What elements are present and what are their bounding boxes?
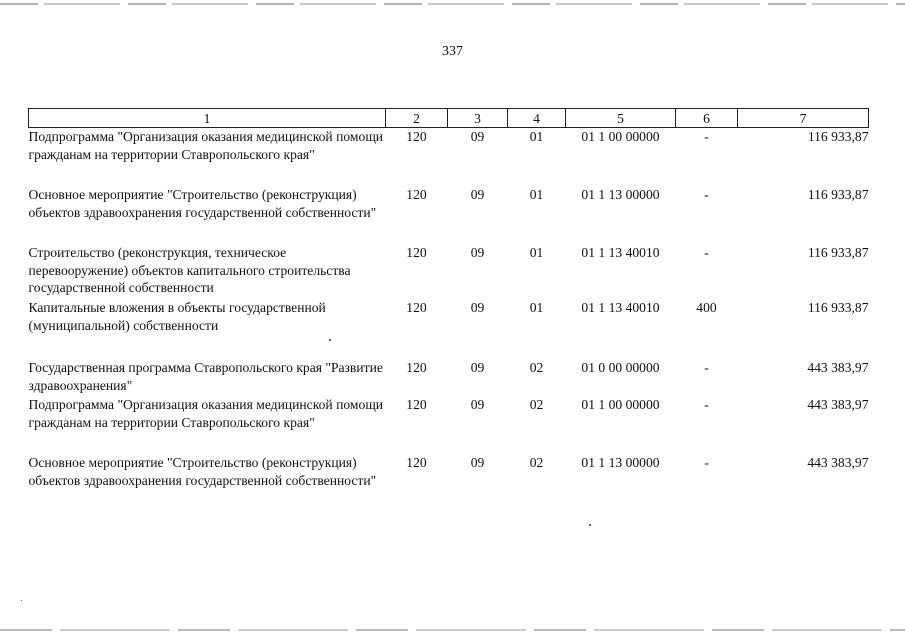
row-ministry: 120 bbox=[406, 245, 427, 260]
row-section: 09 bbox=[470, 129, 485, 144]
row-name: Капитальные вложения в объекты государственной (муниципальной) собственности bbox=[28, 300, 326, 333]
table-row bbox=[29, 128, 869, 187]
row-name: Подпрограмма "Организация оказания медицинской помощи гражданам на территории Ставропольского края" bbox=[28, 397, 384, 430]
row-amount: 443 383,97 bbox=[807, 360, 869, 375]
row-amount: 116 933,87 bbox=[807, 300, 869, 315]
table-row bbox=[29, 454, 869, 509]
row-expense-type: - bbox=[704, 397, 709, 412]
row-ministry: 120 bbox=[406, 300, 427, 315]
row-name: Государственная программа Ставропольского края "Развитие здравоохранения" bbox=[28, 360, 383, 393]
row-amount: 116 933,87 bbox=[807, 187, 869, 202]
table-row bbox=[29, 359, 869, 396]
row-subsection: 02 bbox=[529, 397, 544, 412]
row-name: Основное мероприятие "Строительство (реконструкция) объектов здравоохранения государственной собственности" bbox=[28, 455, 377, 488]
table-row bbox=[29, 186, 869, 244]
row-subsection: 01 bbox=[529, 129, 544, 144]
row-ministry: 120 bbox=[406, 360, 427, 375]
header-row bbox=[29, 109, 869, 128]
row-expense-type: - bbox=[704, 129, 709, 144]
header-col-6: 6 bbox=[676, 109, 738, 128]
row-name: Основное мероприятие "Строительство (реконструкция) объектов здравоохранения государственной собственности" bbox=[28, 187, 377, 220]
row-target: 01 1 13 00000 bbox=[581, 187, 660, 202]
header-col-4: 4 bbox=[508, 109, 566, 128]
budget-table bbox=[28, 108, 869, 509]
row-target: 01 1 13 40010 bbox=[581, 300, 660, 315]
table-row bbox=[29, 244, 869, 299]
header-col-5: 5 bbox=[566, 109, 676, 128]
row-subsection: 01 bbox=[529, 187, 544, 202]
row-subsection: 02 bbox=[529, 455, 544, 470]
row-ministry: 120 bbox=[406, 129, 427, 144]
scan-speck bbox=[589, 524, 591, 526]
row-expense-type: - bbox=[704, 187, 709, 202]
table-row bbox=[29, 396, 869, 454]
row-name: Строительство (реконструкция, техническое перевооружение) объектов капитального строительства государственной собственности bbox=[28, 245, 351, 295]
table-row bbox=[29, 299, 869, 359]
row-section: 09 bbox=[470, 360, 485, 375]
page-number: 337 bbox=[442, 44, 463, 59]
scan-edge-top bbox=[0, 3, 905, 5]
row-target: 01 1 13 00000 bbox=[581, 455, 660, 470]
row-section: 09 bbox=[470, 397, 485, 412]
row-subsection: 01 bbox=[529, 300, 544, 315]
scan-edge-bottom bbox=[0, 629, 905, 631]
row-amount: 443 383,97 bbox=[807, 455, 869, 470]
row-ministry: 120 bbox=[406, 397, 427, 412]
row-ministry: 120 bbox=[406, 187, 427, 202]
row-section: 09 bbox=[470, 245, 485, 260]
row-expense-type: - bbox=[704, 455, 709, 470]
scan-speck bbox=[21, 600, 22, 601]
header-col-2: 2 bbox=[386, 109, 448, 128]
row-section: 09 bbox=[470, 455, 485, 470]
header-col-1: 1 bbox=[29, 109, 386, 128]
row-subsection: 01 bbox=[529, 245, 544, 260]
header-col-3: 3 bbox=[448, 109, 508, 128]
row-section: 09 bbox=[470, 187, 485, 202]
row-amount: 116 933,87 bbox=[807, 129, 869, 144]
row-section: 09 bbox=[470, 300, 485, 315]
row-subsection: 02 bbox=[529, 360, 544, 375]
row-target: 01 1 00 00000 bbox=[581, 129, 660, 144]
row-target: 01 1 13 40010 bbox=[581, 245, 660, 260]
row-target: 01 0 00 00000 bbox=[581, 360, 660, 375]
header-col-7: 7 bbox=[738, 109, 869, 128]
row-amount: 443 383,97 bbox=[807, 397, 869, 412]
row-target: 01 1 00 00000 bbox=[581, 397, 660, 412]
row-ministry: 120 bbox=[406, 455, 427, 470]
row-expense-type: - bbox=[704, 360, 709, 375]
row-expense-type: 400 bbox=[696, 300, 717, 315]
row-expense-type: - bbox=[704, 245, 709, 260]
row-amount: 116 933,87 bbox=[807, 245, 869, 260]
row-name: Подпрограмма "Организация оказания медицинской помощи гражданам на территории Ставропольского края" bbox=[28, 129, 384, 162]
